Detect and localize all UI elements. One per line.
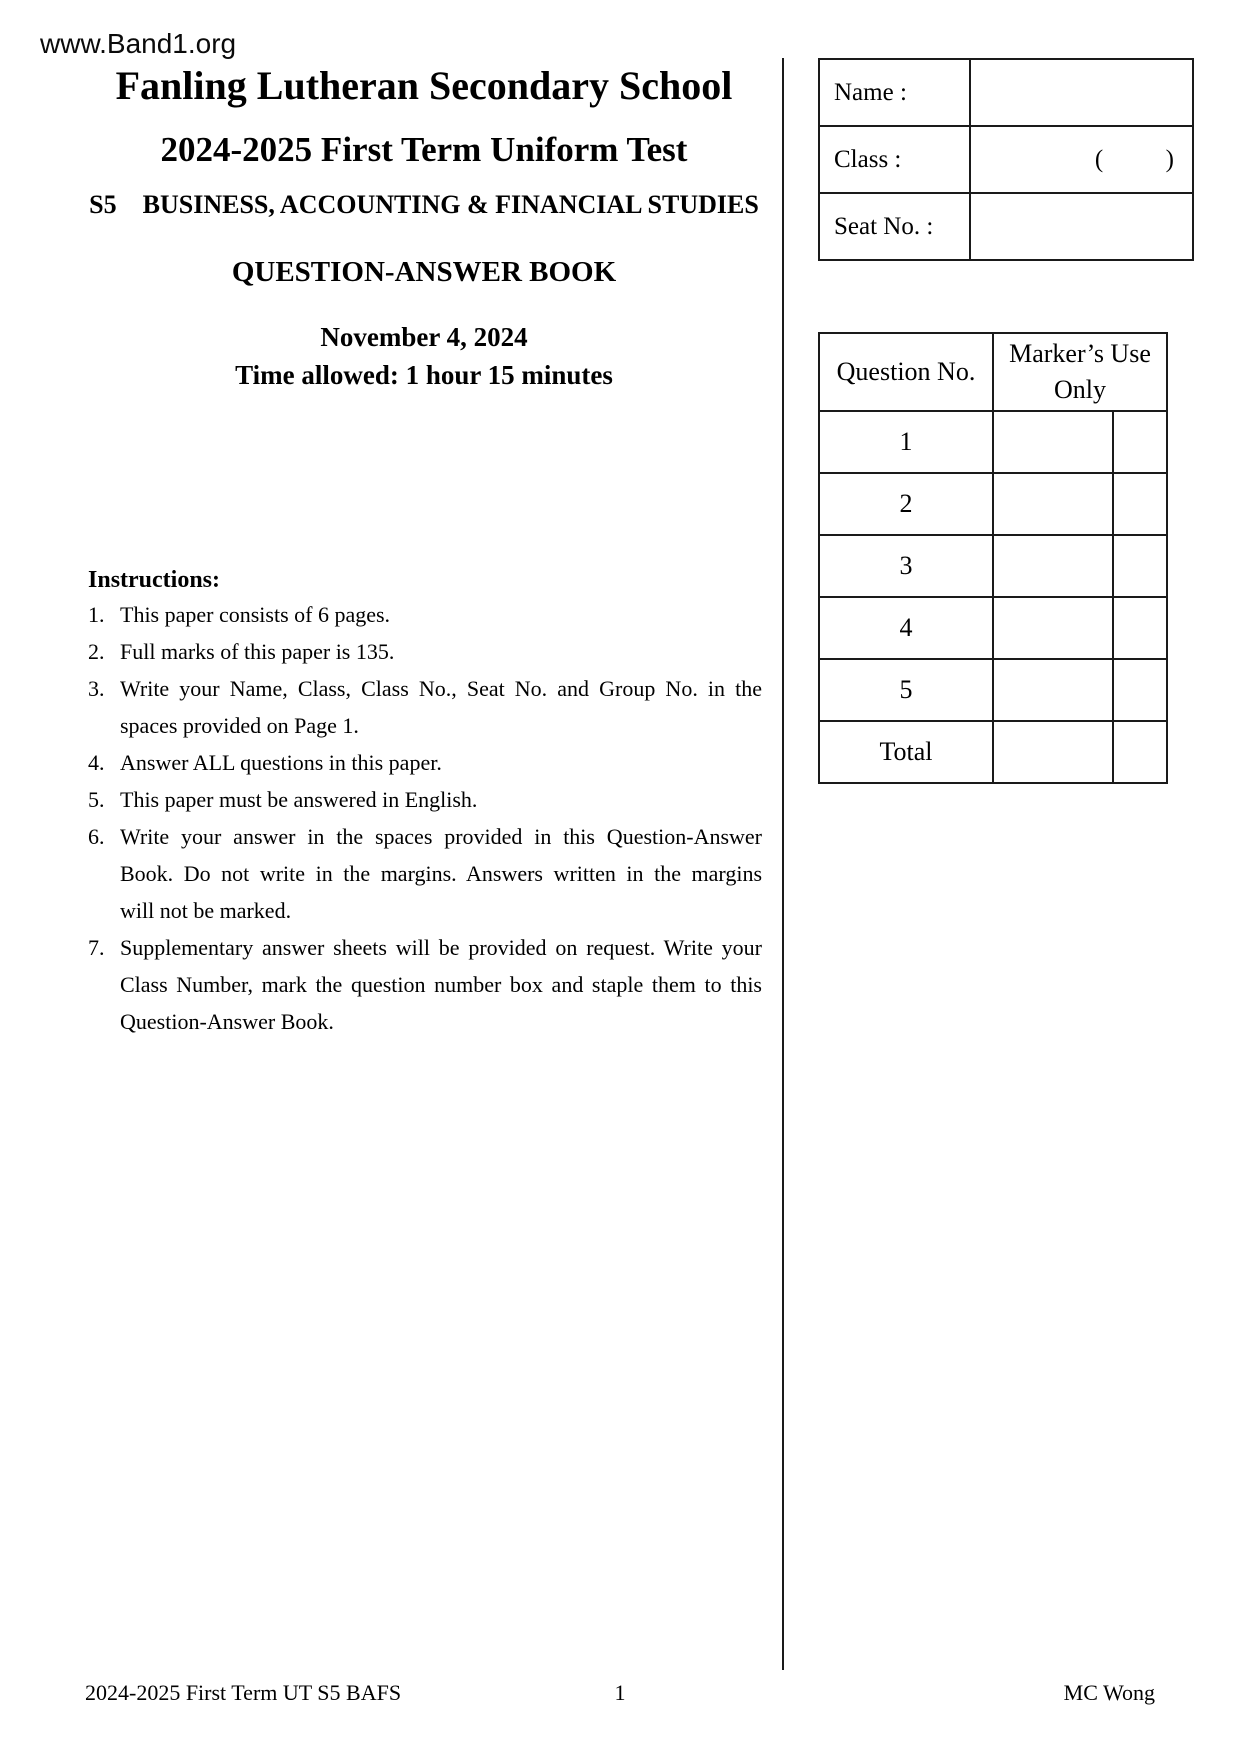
mark-cell-narrow	[1113, 721, 1167, 783]
question-no-cell: 5	[819, 659, 993, 721]
exam-date: November 4, 2024	[320, 322, 528, 352]
marker-row-3	[819, 535, 1167, 597]
question-no-header: Question No.	[819, 333, 993, 411]
question-no-cell: 4	[819, 597, 993, 659]
marker-row-2	[819, 473, 1167, 535]
mark-cell-wide	[993, 473, 1113, 535]
mark-cell-wide	[993, 535, 1113, 597]
mark-cell-wide	[993, 721, 1113, 783]
subject-title: BUSINESS, ACCOUNTING & FINANCIAL STUDIES	[142, 190, 759, 219]
instruction-line: This paper consists of 6 pages.	[120, 602, 391, 627]
seat-no-label: Seat No. :	[819, 193, 970, 260]
instruction-line: will not be marked.	[120, 898, 292, 923]
marker-row-4	[819, 597, 1167, 659]
instruction-number: 4.	[88, 750, 105, 775]
instruction-line: This paper must be answered in English.	[120, 787, 478, 812]
instruction-item-7	[88, 929, 762, 1040]
instruction-item-1	[88, 596, 762, 633]
name-label: Name :	[819, 59, 970, 126]
instruction-line: Class Number, mark the question number box and staple them to this	[120, 972, 762, 997]
subject-line	[65, 192, 783, 218]
seat-no-field	[970, 193, 1193, 260]
mark-cell-narrow	[1113, 473, 1167, 535]
class-row	[819, 126, 1193, 193]
instruction-number: 5.	[88, 787, 105, 812]
mark-cell-wide	[993, 597, 1113, 659]
instruction-line: Write your answer in the spaces provided in this Question-Answer	[120, 824, 762, 849]
instructions-list	[88, 596, 762, 1040]
instruction-item-2	[88, 633, 762, 670]
mark-cell-narrow	[1113, 411, 1167, 473]
mark-cell-narrow	[1113, 597, 1167, 659]
mark-cell-narrow	[1113, 535, 1167, 597]
instruction-line: Full marks of this paper is 135.	[120, 639, 395, 664]
marker-row-total	[819, 721, 1167, 783]
instruction-line: Question-Answer Book.	[120, 1009, 334, 1034]
instruction-line: Book. Do not write in the margins. Answers written in the margins	[120, 861, 762, 886]
footer-doc-id: 2024-2025 First Term UT S5 BAFS	[85, 1680, 402, 1705]
instruction-line: spaces provided on Page 1.	[120, 713, 359, 738]
marker-table-header-row	[819, 333, 1167, 411]
instruction-line: Answer ALL questions in this paper.	[120, 750, 442, 775]
class-field: ( )	[970, 126, 1193, 193]
question-no-cell: 3	[819, 535, 993, 597]
instruction-item-6	[88, 818, 762, 929]
watermark-text: www.Band1.org	[40, 28, 237, 59]
instruction-line: Write your Name, Class, Class No., Seat No. and Group No. in the	[120, 676, 762, 701]
book-title: QUESTION-ANSWER BOOK	[231, 256, 617, 288]
school-name: Fanling Lutheran Secondary School	[115, 63, 733, 108]
name-row	[819, 59, 1193, 126]
instruction-line: Supplementary answer sheets will be provided on request. Write your	[120, 935, 762, 960]
instructions-heading: Instructions:	[88, 567, 221, 593]
marker-use-table	[818, 332, 1168, 784]
question-no-cell: 2	[819, 473, 993, 535]
footer-author: MC Wong	[1063, 1680, 1155, 1705]
marker-row-1	[819, 411, 1167, 473]
class-label: Class :	[819, 126, 970, 193]
markers-use-header-line2: Only	[1054, 375, 1106, 404]
footer-page-number: 1	[614, 1680, 626, 1705]
class-level: S5	[89, 190, 117, 219]
instruction-number: 3.	[88, 676, 105, 701]
mark-cell-wide	[993, 411, 1113, 473]
time-allowed: Time allowed: 1 hour 15 minutes	[235, 360, 613, 390]
markers-use-header-line1: Marker’s Use	[1009, 339, 1151, 368]
instruction-number: 7.	[88, 935, 105, 960]
marker-row-5	[819, 659, 1167, 721]
mark-cell-wide	[993, 659, 1113, 721]
instruction-item-4	[88, 744, 762, 781]
instruction-item-3	[88, 670, 762, 744]
instruction-item-5	[88, 781, 762, 818]
term-title: 2024-2025 First Term Uniform Test	[160, 130, 688, 169]
markers-use-header	[993, 333, 1167, 411]
instruction-number: 2.	[88, 639, 105, 664]
instruction-number: 6.	[88, 824, 105, 849]
vertical-divider-line	[782, 58, 784, 1670]
mark-cell-narrow	[1113, 659, 1167, 721]
student-info-table	[818, 58, 1194, 261]
seat-no-row	[819, 193, 1193, 260]
name-field	[970, 59, 1193, 126]
total-label-cell: Total	[819, 721, 993, 783]
instruction-number: 1.	[88, 602, 105, 627]
question-no-cell: 1	[819, 411, 993, 473]
